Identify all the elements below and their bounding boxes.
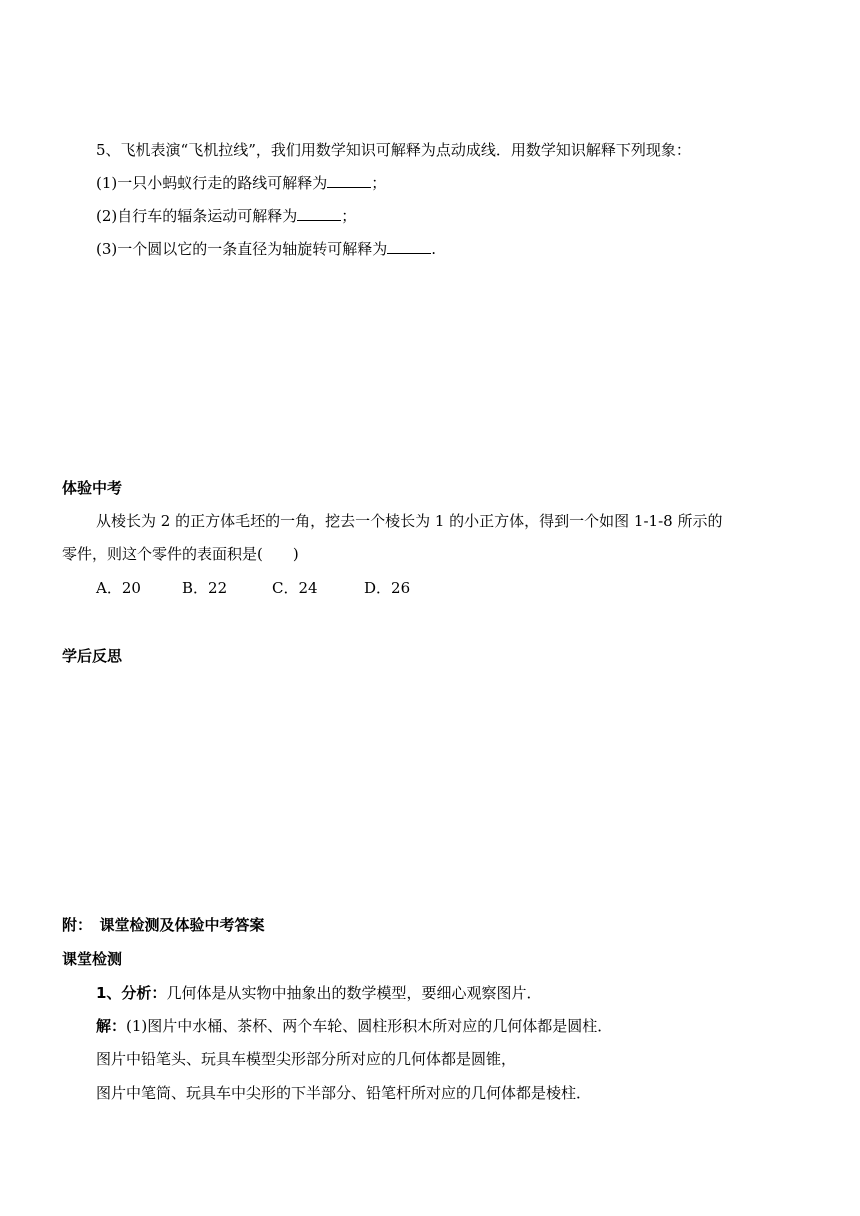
- q5-item-3-text: (3)一个圆以它的一条直径为轴旋转可解释为: [96, 240, 388, 258]
- analysis-label: 1、分析：: [96, 984, 167, 1002]
- exam-question-line-1: 从棱长为 2 的正方体毛坯的一角，挖去一个棱长为 1 的小正方体，得到一个如图 1-1-8 所示的: [96, 512, 723, 530]
- q5-item-2: [96, 206, 356, 226]
- exam-choices: [96, 578, 410, 598]
- q5-item-1-blank[interactable]: [327, 173, 371, 188]
- appendix-subheading: 课堂检测: [62, 950, 123, 968]
- q5-item-2-end: ；: [341, 207, 357, 225]
- reflection-heading: 学后反思: [62, 647, 123, 665]
- choice-d[interactable]: D．26: [364, 579, 411, 597]
- solution-label: 解：: [96, 1017, 127, 1035]
- q5-item-3: [96, 239, 436, 259]
- choice-a[interactable]: A．20: [96, 579, 141, 597]
- answer-1-analysis: [96, 983, 541, 1003]
- q5-intro: 5、飞机表演“飞机拉线”，我们用数学知识可解释为点动成线．用数学知识解释下列现象：: [96, 141, 691, 159]
- q5-item-3-end: .: [431, 240, 437, 258]
- choice-c[interactable]: C．24: [272, 579, 318, 597]
- q5-item-1-text: (1)一只小蚂蚁行走的路线可解释为: [96, 174, 328, 192]
- solution-line-1: (1)图片中水桶、茶杯、两个车轮、圆柱形积木所对应的几何体都是圆柱．: [126, 1017, 613, 1035]
- q5-item-2-text: (2)自行车的辐条运动可解释为: [96, 207, 298, 225]
- q5-item-3-blank[interactable]: [387, 239, 431, 254]
- exam-heading: 体验中考: [62, 479, 123, 497]
- q5-item-1-end: ；: [371, 174, 387, 192]
- choice-b[interactable]: B．22: [182, 579, 228, 597]
- q5-item-1: [96, 173, 386, 193]
- q5-item-2-blank[interactable]: [297, 206, 341, 221]
- solution-line-3: 图片中笔筒、玩具车中尖形的下半部分、铅笔杆所对应的几何体都是棱柱．: [96, 1084, 592, 1102]
- solution-line-2: 图片中铅笔头、玩具车模型尖形部分所对应的几何体都是圆锥，: [96, 1050, 517, 1068]
- answer-1-solution: [96, 1016, 612, 1036]
- analysis-text: 几何体是从实物中抽象出的数学模型，要细心观察图片．: [166, 984, 542, 1002]
- appendix-heading: 附： 课堂检测及体验中考答案: [62, 916, 265, 934]
- exam-question-line-2: 零件，则这个零件的表面积是( ): [62, 545, 299, 563]
